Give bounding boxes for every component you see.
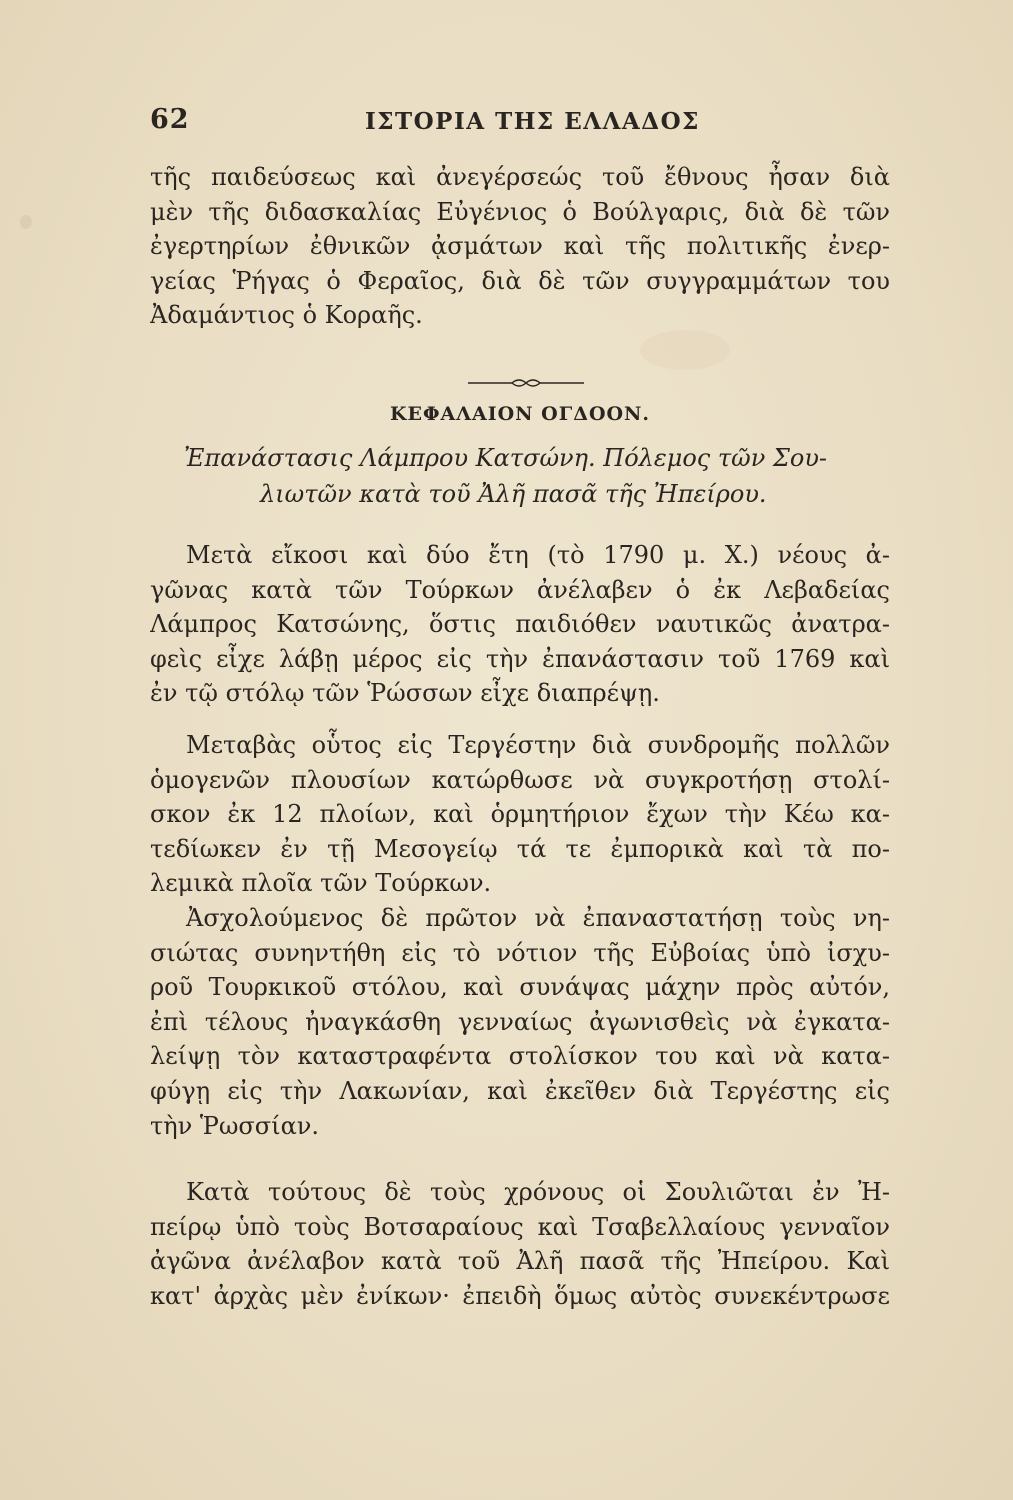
text-line: ἐγερτηρίων ἐθνικῶν ᾀσμάτων καὶ τῆς πολιτικῆς ἐνερ- xyxy=(150,232,890,261)
text-line: Μετὰ εἴκοσι καὶ δύο ἔτη (τὸ 1790 μ. Χ.) νέους ἀ- xyxy=(186,541,890,569)
text-line: φεὶς εἶχε λάβῃ μέρος εἰς τὴν ἐπανάστασιν τοῦ 1769 καὶ xyxy=(150,644,890,673)
text-line: ὁμογενῶν πλουσίων κατώρθωσε νὰ συγκροτήσῃ στολί- xyxy=(150,765,890,794)
running-head: ΙΣΤΟΡΙΑ ΤΗΣ ΕΛΛΑΔΟΣ xyxy=(365,108,700,135)
text-line: φύγῃ εἰς τὴν Λακωνίαν, καὶ ἐκεῖθεν διὰ Τεργέστης εἰς xyxy=(150,1076,890,1105)
paragraph-3 xyxy=(150,728,890,901)
paragraph-1 xyxy=(150,160,890,333)
text-line: λείψῃ τὸν καταστραφέντα στολίσκον του καὶ νὰ κατα- xyxy=(150,1042,890,1071)
text-line: σκον ἐκ 12 πλοίων, καὶ ὁρμητήριον ἔχων τὴν Κέω κα- xyxy=(150,800,890,829)
text-line: Κατὰ τούτους δὲ τοὺς χρόνους οἱ Σουλιῶται ἐν Ἠ- xyxy=(186,1178,890,1206)
text-line: Ἀδαμάντιος ὁ Κοραῆς. xyxy=(150,301,423,330)
chapter-title: ΚΕΦΑΛΑΙΟΝ ΟΓΔΟΟΝ. xyxy=(389,403,651,425)
page-header xyxy=(150,104,890,138)
text-line: τεδίωκεν ἐν τῇ Μεσογείῳ τά τε ἐμπορικὰ καὶ τὰ πο- xyxy=(150,834,890,863)
text-line: Λάμπρος Κατσώνης, ὅστις παιδιόθεν ναυτικῶς ἀνατρα- xyxy=(150,610,890,639)
text-line: ἐν τῷ στόλῳ τῶν Ῥώσσων εἶχε διαπρέψῃ. xyxy=(150,679,660,708)
text-line: ροῦ Τουρκικοῦ στόλου, καὶ συνάψας μάχην πρὸς αὐτόν, xyxy=(150,973,890,1002)
chapter-summary-line: Ἐπανάστασις Λάμπρου Κατσώνη. Πόλεμος τῶν Σου- xyxy=(184,444,828,472)
paragraph-5 xyxy=(150,1175,890,1313)
text-line: τῆς παιδεύσεως καὶ ἀνεγέρσεώς τοῦ ἔθνους ἦσαν διὰ xyxy=(150,163,890,191)
paragraph-4 xyxy=(150,901,890,1143)
text-line: ἐπὶ τέλους ἠναγκάσθη γενναίως ἀγωνισθεὶς νὰ ἐγκατα- xyxy=(150,1007,890,1036)
text-line: κατ' ἀρχὰς μὲν ἐνίκων· ἐπειδὴ ὅμως αὐτὸς συνεκέντρωσε xyxy=(150,1281,890,1310)
paper-stain xyxy=(640,330,730,370)
page-number: 62 xyxy=(150,104,190,135)
text-line: ἀγῶνα ἀνέλαβον κατὰ τοῦ Ἀλῆ πασᾶ τῆς Ἠπείρου. Καὶ xyxy=(150,1247,890,1276)
text-line: γείας Ῥήγας ὁ Φεραῖος, διὰ δὲ τῶν συγγραμμάτων του xyxy=(150,266,890,295)
chapter-summary xyxy=(150,440,890,512)
chapter-ornament-icon xyxy=(468,377,584,389)
text-line: μὲν τῆς διδασκαλίας Εὐγένιος ὁ Βούλγαρις, διὰ δὲ τῶν xyxy=(150,197,890,226)
chapter-summary-line: λιωτῶν κατὰ τοῦ Ἀλῆ πασᾶ τῆς Ἠπείρου. xyxy=(260,480,767,508)
paper-stain xyxy=(20,215,32,229)
text-line: πείρῳ ὑπὸ τοὺς Βοτσαραίους καὶ Τσαβελλαίους γενναῖον xyxy=(150,1212,890,1241)
text-line: Μεταβὰς οὗτος εἰς Τεργέστην διὰ συνδρομῆς πολλῶν xyxy=(186,731,890,759)
text-line: σιώτας συνηντήθη εἰς τὸ νότιον τῆς Εὐβοίας ὑπὸ ἰσχυ- xyxy=(150,938,890,967)
text-line: Ἀσχολούμενος δὲ πρῶτον νὰ ἐπαναστατήσῃ τοὺς νη- xyxy=(186,904,890,932)
text-line: τὴν Ῥωσσίαν. xyxy=(150,1111,320,1140)
paragraph-2 xyxy=(150,538,890,711)
text-line: λεμικὰ πλοῖα τῶν Τούρκων. xyxy=(150,869,492,898)
text-line: γῶνας κατὰ τῶν Τούρκων ἀνέλαβεν ὁ ἐκ Λεβαδείας xyxy=(150,575,890,604)
